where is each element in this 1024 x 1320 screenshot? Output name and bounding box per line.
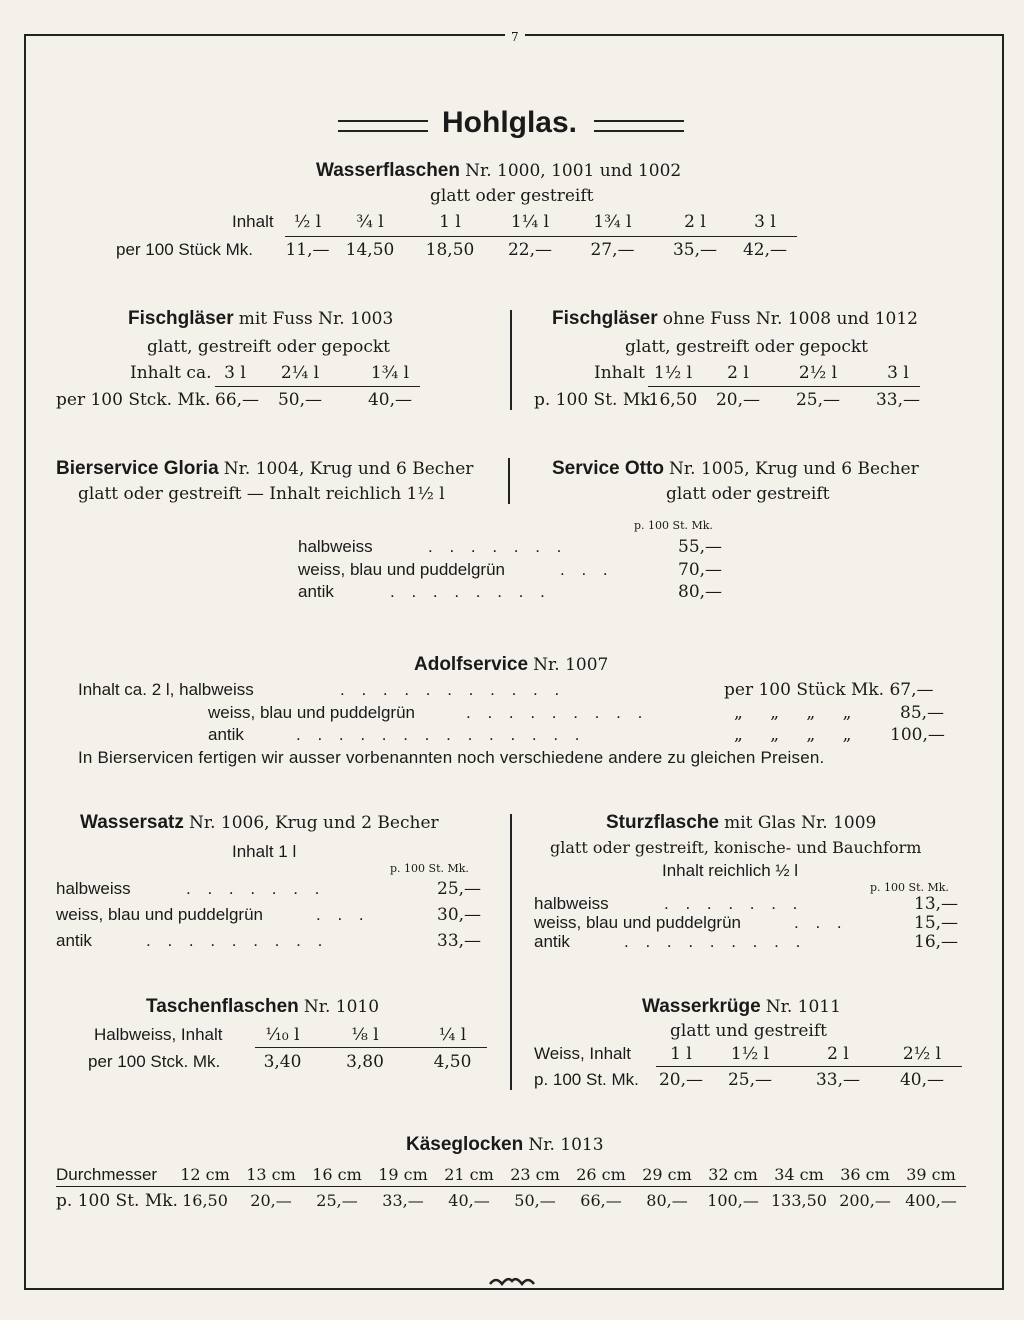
- price-cell: 16,50: [648, 390, 698, 410]
- page-number: 7: [505, 30, 525, 44]
- wasserkruge-name: Wasserkrüge: [642, 996, 761, 1017]
- wassersatz-heading: [80, 812, 439, 834]
- size-cell: 2 l: [684, 212, 706, 232]
- wasserflaschen-price-label: per 100 Stück Mk.: [116, 240, 254, 259]
- title-rule-left: [338, 120, 428, 132]
- price-cell: 40,—: [367, 390, 413, 410]
- price-cell: 35,—: [672, 240, 718, 260]
- price-cell: 11,—: [285, 240, 330, 260]
- wasserkruge-heading: [642, 996, 841, 1018]
- adolf-row2-label: weiss, blau und puddelgrün: [208, 703, 415, 722]
- bier-row-label: antik: [298, 582, 334, 601]
- leader-dots: . . . . . . .: [428, 537, 568, 556]
- column-divider: [508, 458, 510, 504]
- gloria-name: Bierservice Gloria: [56, 458, 219, 479]
- fisch-fuss-heading: [128, 308, 393, 330]
- leader-dots: . . . . . . . . .: [146, 931, 329, 950]
- price-cell: 42,—: [742, 240, 788, 260]
- fisch-ohne-sizes: [648, 363, 938, 383]
- title-rule-right: [594, 120, 684, 132]
- price-cell: 16,50: [182, 1191, 228, 1210]
- price-cell: 50,—: [514, 1191, 556, 1210]
- wasserkruge-inhalt-label: Weiss, Inhalt: [534, 1044, 632, 1063]
- otto-heading: [552, 458, 919, 480]
- price-cell: 3,80: [346, 1052, 384, 1072]
- price-cell: 40,—: [899, 1070, 945, 1090]
- column-divider: [510, 814, 512, 1090]
- otto-note: glatt oder gestreift: [666, 484, 830, 504]
- taschen-inhalt-label: Halbweiss, Inhalt: [94, 1025, 223, 1044]
- wassersatz-row-price: 25,—: [437, 879, 482, 899]
- gloria-heading: [56, 458, 473, 480]
- leader-dots: . . . . . . .: [186, 879, 326, 898]
- sturzflasche-note: glatt oder gestreift, konische- und Bauchform: [550, 838, 922, 857]
- sturzflasche-heading: [606, 812, 876, 834]
- price-cell: 80,—: [646, 1191, 688, 1210]
- taschen-sizes: [255, 1025, 485, 1045]
- fisch-ohne-price-label: p. 100 St. Mk.: [534, 390, 656, 410]
- fisch-ohne-prices: [648, 390, 938, 410]
- size-cell: ½ l: [293, 212, 322, 232]
- fisch-fuss-sizes: [215, 363, 435, 383]
- wassersatz-row-price: 30,—: [437, 905, 482, 925]
- fisch-ohne-nr: ohne Fuss Nr. 1008 und 1012: [662, 309, 918, 329]
- price-cell: 27,—: [590, 240, 635, 260]
- wasserkruge-nr: Nr. 1011: [765, 997, 841, 1017]
- size-cell: 1½ l: [653, 363, 693, 383]
- fisch-ohne-heading: [552, 308, 918, 330]
- wasserkruge-prices: [656, 1070, 962, 1090]
- kase-name: Käseglocken: [406, 1134, 524, 1155]
- sturzflasche-row-price: 13,—: [914, 894, 959, 914]
- adolf-footnote: In Bierservicen fertigen wir ausser vorbenannten noch verschiedene andere zu gleichen Preisen.: [78, 748, 825, 767]
- kase-price-label: p. 100 St. Mk.: [56, 1191, 178, 1211]
- kase-sizes: [172, 1165, 964, 1184]
- size-cell: 23 cm: [510, 1165, 560, 1184]
- size-cell: 1¼ l: [510, 212, 550, 232]
- sturzflasche-name: Sturzflasche: [606, 812, 719, 833]
- price-cell: 33,—: [815, 1070, 861, 1090]
- leader-dots: . . . . . . . . . . .: [340, 680, 566, 699]
- fisch-ohne-inhalt-label: Inhalt: [594, 363, 646, 383]
- price-cell: 3,40: [263, 1052, 302, 1072]
- size-cell: 26 cm: [576, 1165, 626, 1184]
- size-cell: 1¾ l: [593, 212, 632, 232]
- wassersatz-nr: Nr. 1006, Krug und 2 Becher: [188, 813, 439, 833]
- fisch-fuss-nr: mit Fuss Nr. 1003: [238, 309, 394, 329]
- size-cell: ¾ l: [356, 212, 384, 232]
- bier-row-price: 70,—: [678, 560, 723, 580]
- leader-dots: . . . . . . . . . . . . . .: [296, 725, 586, 744]
- sturzflasche-inhalt: Inhalt reichlich ½ l: [662, 861, 799, 880]
- size-cell: 39 cm: [906, 1165, 956, 1184]
- fisch-fuss-price-label: per 100 Stck. Mk.: [56, 390, 211, 410]
- size-cell: 16 cm: [312, 1165, 362, 1184]
- otto-nr: Nr. 1005, Krug und 6 Becher: [669, 459, 919, 479]
- taschen-nr: Nr. 1010: [303, 997, 380, 1017]
- sturzflasche-row-label: weiss, blau und puddelgrün: [534, 913, 741, 932]
- size-cell: 29 cm: [642, 1165, 692, 1184]
- adolf-ditto: „ „ „ „: [734, 703, 852, 723]
- wasserkruge-price-label: p. 100 St. Mk.: [534, 1070, 639, 1089]
- size-cell: 19 cm: [378, 1165, 428, 1184]
- otto-name: Service Otto: [552, 458, 664, 479]
- adolf-ditto: „ „ „ „: [734, 725, 852, 745]
- price-cell: 200,—: [839, 1191, 891, 1210]
- wasserflaschen-note: glatt oder gestreift: [430, 186, 594, 206]
- leader-dots: . . .: [316, 905, 370, 924]
- size-cell: 3 l: [887, 363, 909, 383]
- size-cell: 2¼ l: [280, 363, 320, 383]
- fisch-ohne-note: glatt, gestreift oder gepockt: [625, 337, 868, 357]
- price-cell: 33,—: [382, 1191, 424, 1210]
- taschen-name: Taschenflaschen: [146, 996, 299, 1017]
- price-cell: 20,—: [250, 1191, 292, 1210]
- footer-ornament-icon: [488, 1274, 536, 1288]
- fisch-fuss-prices: [215, 390, 435, 410]
- size-cell: 2 l: [827, 1044, 849, 1064]
- sturzflasche-row-price: 16,—: [914, 932, 959, 952]
- taschen-rule: [255, 1047, 487, 1048]
- wasserflaschen-name: Wasserflaschen: [316, 160, 460, 181]
- wasserkruge-rule: [656, 1066, 962, 1067]
- wassersatz-row-label: antik: [56, 931, 92, 950]
- leader-dots: . . .: [560, 560, 614, 579]
- price-cell: 25,—: [727, 1070, 773, 1090]
- bier-row-label: halbweiss: [298, 537, 373, 556]
- leader-dots: . . . . . . .: [664, 894, 804, 913]
- price-cell: 22,—: [507, 240, 553, 260]
- price-cell: 100,—: [707, 1191, 759, 1210]
- size-cell: 1½ l: [730, 1044, 770, 1064]
- wasserkruge-sizes: [656, 1044, 962, 1064]
- fisch-ohne-name: Fischgläser: [552, 308, 658, 329]
- size-cell: 21 cm: [444, 1165, 494, 1184]
- wasserflaschen-inhalt-label: Inhalt: [232, 212, 274, 231]
- size-cell: ⅛ l: [351, 1025, 379, 1045]
- wassersatz-inhalt: Inhalt 1 l: [232, 842, 297, 861]
- size-cell: 1 l: [670, 1044, 692, 1064]
- kase-prices: [172, 1191, 964, 1210]
- gloria-note: glatt oder gestreift — Inhalt reichlich 1½ l: [78, 484, 445, 504]
- size-cell: 32 cm: [708, 1165, 758, 1184]
- kase-heading: [406, 1134, 604, 1156]
- adolf-name: Adolfservice: [414, 654, 529, 675]
- leader-dots: . . . . . . . .: [390, 582, 551, 601]
- sturzflasche-price-header: p. 100 St. Mk.: [870, 881, 949, 894]
- size-cell: 1 l: [439, 212, 461, 232]
- size-cell: 13 cm: [246, 1165, 296, 1184]
- wasserflaschen-prices: [285, 240, 795, 260]
- wassersatz-name: Wassersatz: [80, 812, 184, 833]
- wassersatz-row-label: halbweiss: [56, 879, 131, 898]
- leader-dots: . . . . . . . . .: [466, 703, 649, 722]
- adolf-row1-price: per 100 Stück Mk. 67,—: [724, 680, 934, 700]
- price-cell: 14,50: [345, 240, 395, 260]
- taschen-heading: [146, 996, 379, 1018]
- fisch-fuss-inhalt-label: Inhalt ca.: [130, 363, 212, 383]
- wassersatz-row-label: weiss, blau und puddelgrün: [56, 905, 263, 924]
- leader-dots: . . . . . . . . .: [624, 932, 807, 951]
- price-cell: 400,—: [905, 1191, 957, 1210]
- bier-row-price: 55,—: [678, 537, 723, 557]
- sturzflasche-row-label: antik: [534, 932, 570, 951]
- size-cell: ⅒ l: [265, 1025, 300, 1045]
- bier-row-price: 80,—: [678, 582, 723, 602]
- size-cell: 3 l: [224, 363, 246, 383]
- kase-nr: Nr. 1013: [528, 1135, 604, 1155]
- taschen-price-label: per 100 Stck. Mk.: [88, 1052, 221, 1071]
- adolf-row1-label: Inhalt ca. 2 l, halbweiss: [78, 680, 254, 699]
- price-cell: 50,—: [277, 390, 323, 410]
- page-title: Hohlglas.: [442, 106, 578, 139]
- taschen-prices: [255, 1052, 485, 1072]
- size-cell: 2 l: [727, 363, 749, 383]
- sturzflasche-nr: mit Glas Nr. 1009: [724, 813, 877, 833]
- price-cell: 25,—: [316, 1191, 358, 1210]
- wassersatz-row-price: 33,—: [437, 931, 482, 951]
- adolf-row3-price: 100,—: [890, 725, 945, 745]
- sturzflasche-row-label: halbweiss: [534, 894, 609, 913]
- leader-dots: . . .: [794, 913, 848, 932]
- bier-row-label: weiss, blau und puddelgrün: [298, 560, 505, 579]
- fisch-ohne-rule: [648, 386, 920, 387]
- fisch-fuss-note: glatt, gestreift oder gepockt: [147, 337, 390, 357]
- price-cell: 20,—: [658, 1070, 704, 1090]
- price-cell: 66,—: [580, 1191, 622, 1210]
- adolf-nr: Nr. 1007: [533, 655, 609, 675]
- price-cell: 40,—: [448, 1191, 490, 1210]
- price-cell: 33,—: [875, 390, 921, 410]
- price-cell: 133,50: [771, 1191, 827, 1210]
- fisch-fuss-name: Fischgläser: [128, 308, 234, 329]
- column-divider: [510, 310, 512, 410]
- fisch-fuss-rule: [215, 386, 420, 387]
- size-cell: ¼ l: [438, 1025, 467, 1045]
- price-cell: 4,50: [433, 1052, 472, 1072]
- bier-price-header: p. 100 St. Mk.: [634, 519, 713, 532]
- price-cell: 25,—: [795, 390, 841, 410]
- price-cell: 18,50: [425, 240, 475, 260]
- wasserflaschen-rule: [285, 236, 797, 237]
- gloria-nr: Nr. 1004, Krug und 6 Becher: [223, 459, 474, 479]
- kase-size-label: Durchmesser: [56, 1165, 158, 1184]
- wasserflaschen-sizes: [285, 212, 795, 232]
- sturzflasche-row-price: 15,—: [914, 913, 959, 933]
- size-cell: 3 l: [754, 212, 776, 232]
- wassersatz-price-header: p. 100 St. Mk.: [390, 862, 469, 875]
- size-cell: 2½ l: [902, 1044, 942, 1064]
- adolf-row2-price: 85,—: [900, 703, 945, 723]
- size-cell: 36 cm: [840, 1165, 890, 1184]
- wasserkruge-note: glatt und gestreift: [670, 1021, 827, 1041]
- adolf-row3-label: antik: [208, 725, 244, 744]
- size-cell: 12 cm: [180, 1165, 230, 1184]
- price-cell: 20,—: [715, 390, 761, 410]
- size-cell: 34 cm: [774, 1165, 824, 1184]
- kase-rule: [56, 1186, 966, 1187]
- wasserflaschen-nr: Nr. 1000, 1001 und 1002: [465, 161, 682, 181]
- size-cell: 2½ l: [798, 363, 838, 383]
- size-cell: 1¾ l: [370, 363, 410, 383]
- adolf-heading: [414, 654, 608, 676]
- wasserflaschen-heading: [316, 160, 681, 182]
- price-cell: 66,—: [215, 390, 260, 410]
